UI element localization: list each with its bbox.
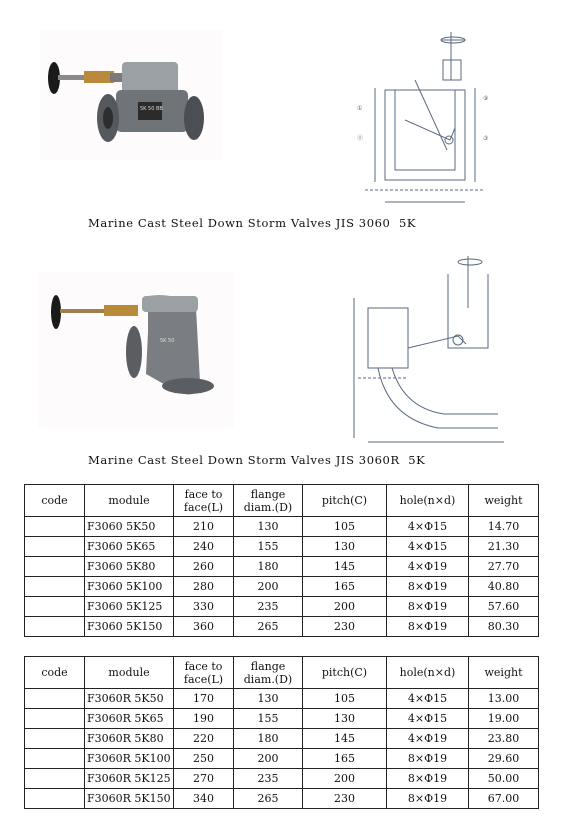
cell-flange-diam: 265 [234, 617, 303, 637]
table-row [25, 689, 539, 709]
table-row [25, 729, 539, 749]
cell-weight: 23.80 [469, 729, 539, 749]
cell-pitch: 130 [303, 537, 387, 557]
cell-hole: 8×Φ19 [387, 749, 469, 769]
table-header-row [25, 657, 539, 689]
cell-flange-diam: 130 [234, 517, 303, 537]
caption-jis-3060: Marine Cast Steel Down Storm Valves JIS 3060 5K [88, 216, 417, 230]
cell-flange-diam: 130 [234, 689, 303, 709]
header-hole: hole(n×d) [387, 485, 469, 517]
header-module: module [85, 485, 174, 517]
cell-pitch: 230 [303, 617, 387, 637]
table-header-row [25, 485, 539, 517]
cell-code [25, 729, 85, 749]
cell-pitch: 130 [303, 709, 387, 729]
cell-face-to-face: 260 [174, 557, 234, 577]
caption-jis-3060r: Marine Cast Steel Down Storm Valves JIS 3060R 5K [88, 453, 426, 467]
cell-flange-diam: 265 [234, 789, 303, 809]
cell-pitch: 200 [303, 597, 387, 617]
cell-code [25, 577, 85, 597]
cell-weight: 29.60 [469, 749, 539, 769]
cell-face-to-face: 240 [174, 537, 234, 557]
cell-face-to-face: 270 [174, 769, 234, 789]
table-row [25, 789, 539, 809]
header-flange-diam: flange diam.(D) [234, 657, 303, 689]
cell-hole: 4×Φ19 [387, 729, 469, 749]
header-face-to-face: face to face(L) [174, 657, 234, 689]
table-row [25, 577, 539, 597]
cell-code [25, 597, 85, 617]
svg-text:③: ③ [483, 135, 489, 142]
cell-module: F3060R 5K65 [85, 709, 174, 729]
svg-text:①: ① [357, 105, 363, 112]
cell-flange-diam: 235 [234, 597, 303, 617]
cell-code [25, 537, 85, 557]
cell-flange-diam: 180 [234, 557, 303, 577]
header-pitch: pitch(C) [303, 657, 387, 689]
cell-face-to-face: 250 [174, 749, 234, 769]
header-hole: hole(n×d) [387, 657, 469, 689]
cell-module: F3060R 5K150 [85, 789, 174, 809]
cell-face-to-face: 360 [174, 617, 234, 637]
table-row [25, 597, 539, 617]
cell-hole: 4×Φ15 [387, 689, 469, 709]
table-row [25, 517, 539, 537]
cell-pitch: 105 [303, 517, 387, 537]
cell-weight: 14.70 [469, 517, 539, 537]
cell-module: F3060R 5K125 [85, 769, 174, 789]
header-weight: weight [469, 657, 539, 689]
svg-text:⑨: ⑨ [483, 95, 489, 102]
spec-table-3060r [24, 656, 539, 809]
cell-weight: 21.30 [469, 537, 539, 557]
valve-drawing-straight [355, 20, 505, 210]
header-pitch: pitch(C) [303, 485, 387, 517]
header-code: code [25, 657, 85, 689]
cell-pitch: 200 [303, 769, 387, 789]
cell-face-to-face: 170 [174, 689, 234, 709]
cell-module: F3060 5K80 [85, 557, 174, 577]
cell-code [25, 617, 85, 637]
spec-table-3060 [24, 484, 539, 637]
valve-photo-angle [38, 272, 234, 428]
table-row [25, 749, 539, 769]
valve-drawing-angle [348, 248, 508, 444]
cell-flange-diam: 155 [234, 709, 303, 729]
header-face-to-face: face to face(L) [174, 485, 234, 517]
cell-weight: 67.00 [469, 789, 539, 809]
cell-weight: 27.70 [469, 557, 539, 577]
cell-weight: 40.80 [469, 577, 539, 597]
cell-face-to-face: 190 [174, 709, 234, 729]
cell-weight: 80.30 [469, 617, 539, 637]
table-row [25, 557, 539, 577]
header-flange-diam: flange diam.(D) [234, 485, 303, 517]
table-row [25, 617, 539, 637]
cell-code [25, 709, 85, 729]
cell-code [25, 789, 85, 809]
valve-photo-straight [40, 30, 222, 160]
cell-pitch: 165 [303, 749, 387, 769]
valve-stamp-angle: 5K 50 [160, 338, 175, 344]
cell-face-to-face: 330 [174, 597, 234, 617]
cell-pitch: 145 [303, 557, 387, 577]
cell-module: F3060R 5K80 [85, 729, 174, 749]
header-module: module [85, 657, 174, 689]
cell-weight: 50.00 [469, 769, 539, 789]
cell-face-to-face: 210 [174, 517, 234, 537]
cell-module: F3060 5K125 [85, 597, 174, 617]
cell-module: F3060 5K50 [85, 517, 174, 537]
cell-hole: 8×Φ19 [387, 617, 469, 637]
cell-weight: 13.00 [469, 689, 539, 709]
cell-flange-diam: 180 [234, 729, 303, 749]
cell-weight: 57.60 [469, 597, 539, 617]
cell-module: F3060R 5K50 [85, 689, 174, 709]
cell-weight: 19.00 [469, 709, 539, 729]
cell-face-to-face: 220 [174, 729, 234, 749]
cell-flange-diam: 235 [234, 769, 303, 789]
valve-stamp: 5K 50 BB [140, 106, 163, 112]
cell-code [25, 689, 85, 709]
cell-flange-diam: 155 [234, 537, 303, 557]
cell-pitch: 145 [303, 729, 387, 749]
table-row [25, 769, 539, 789]
cell-pitch: 105 [303, 689, 387, 709]
cell-code [25, 517, 85, 537]
cell-hole: 4×Φ15 [387, 537, 469, 557]
cell-hole: 8×Φ19 [387, 789, 469, 809]
svg-text:⑪: ⑪ [357, 135, 364, 142]
table-row [25, 537, 539, 557]
cell-hole: 8×Φ19 [387, 769, 469, 789]
cell-module: F3060 5K65 [85, 537, 174, 557]
cell-code [25, 749, 85, 769]
table-row [25, 709, 539, 729]
cell-pitch: 165 [303, 577, 387, 597]
cell-hole: 4×Φ15 [387, 517, 469, 537]
cell-face-to-face: 280 [174, 577, 234, 597]
cell-hole: 4×Φ19 [387, 557, 469, 577]
cell-module: F3060R 5K100 [85, 749, 174, 769]
cell-face-to-face: 340 [174, 789, 234, 809]
cell-pitch: 230 [303, 789, 387, 809]
header-code: code [25, 485, 85, 517]
cell-flange-diam: 200 [234, 577, 303, 597]
cell-hole: 4×Φ15 [387, 709, 469, 729]
cell-module: F3060 5K150 [85, 617, 174, 637]
cell-code [25, 769, 85, 789]
cell-module: F3060 5K100 [85, 577, 174, 597]
cell-hole: 8×Φ19 [387, 597, 469, 617]
header-weight: weight [469, 485, 539, 517]
cell-code [25, 557, 85, 577]
cell-hole: 8×Φ19 [387, 577, 469, 597]
cell-flange-diam: 200 [234, 749, 303, 769]
